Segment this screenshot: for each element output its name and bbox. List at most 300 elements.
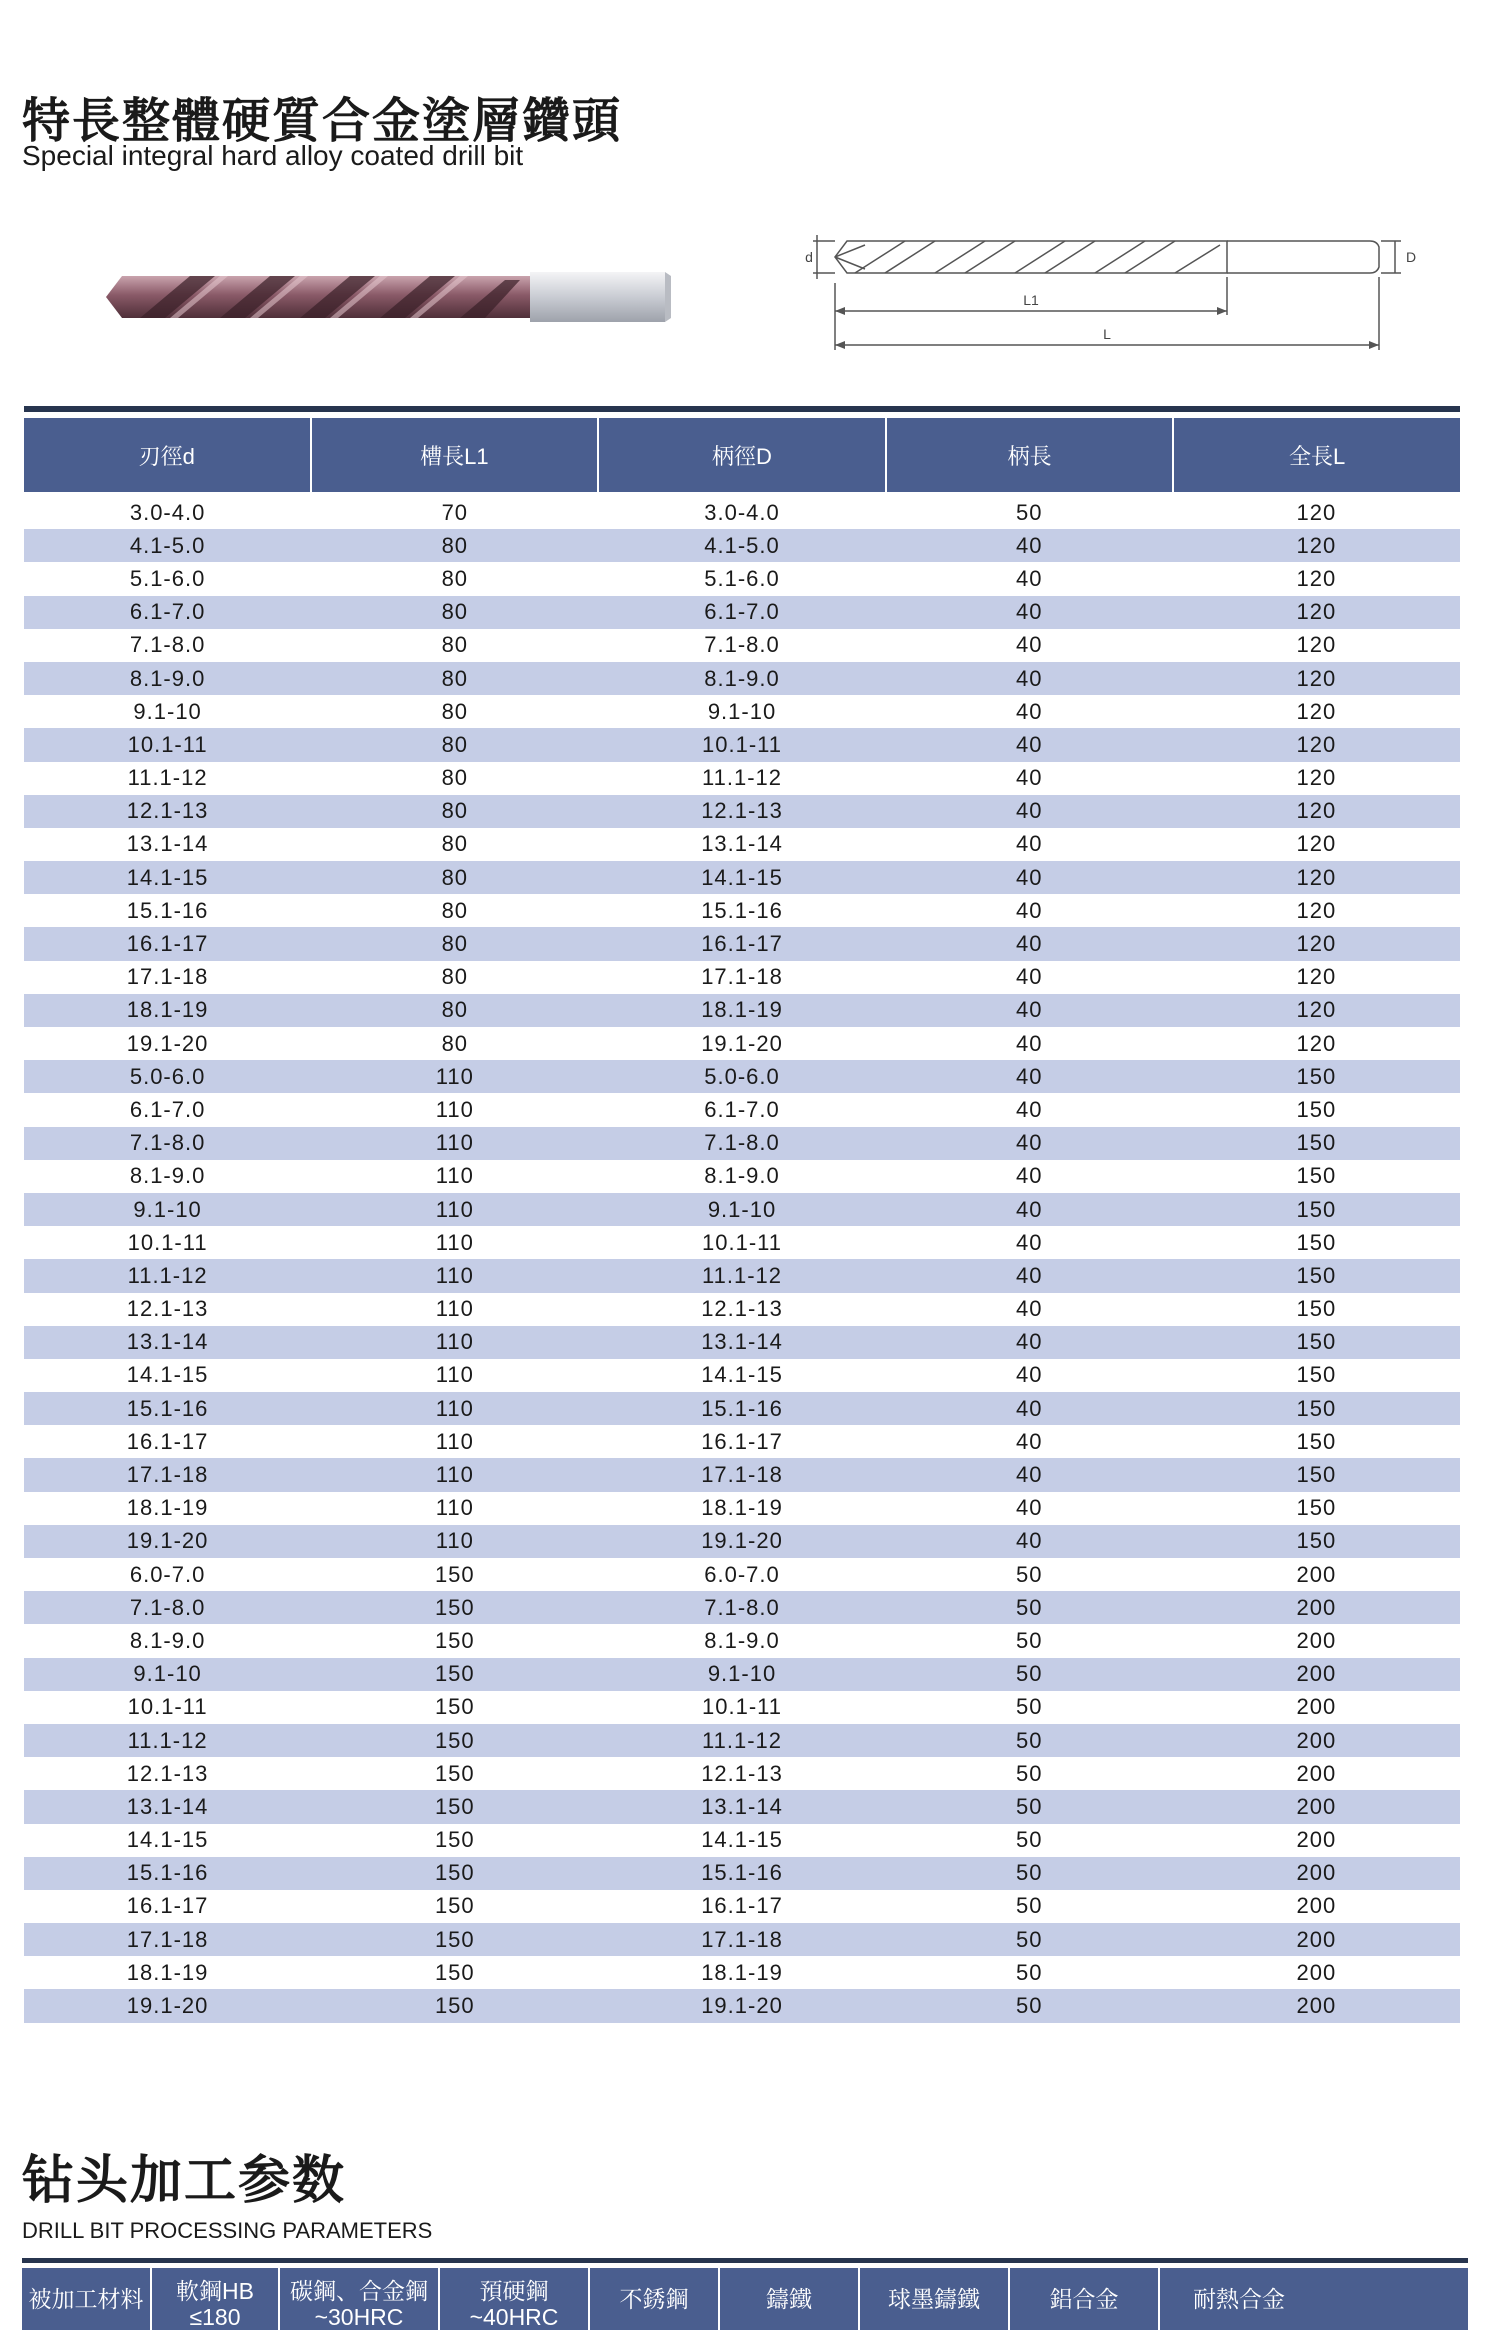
table-row [24,994,1460,1027]
table-cell: 120 [1296,765,1337,791]
table-cell: 200 [1296,1694,1337,1720]
table-cell: 13.1-14 [126,831,209,857]
table-row [24,1060,1460,1093]
table-cell: 150 [1296,1428,1337,1454]
table-row [24,629,1460,662]
table-row [24,1492,1460,1525]
table-cell: 40 [1015,831,1043,857]
table-cell: 120 [1296,964,1337,990]
table-cell: 5.1-6.0 [129,565,206,591]
table-cell: 8.1-9.0 [129,665,206,691]
table-cell: 7.1-8.0 [129,632,206,658]
table-cell: 50 [1015,1827,1043,1853]
table-row [24,1458,1460,1491]
column-header: 刃徑d [24,418,312,492]
drill-dimension-diagram [795,225,1415,355]
table-cell: 13.1-14 [701,1329,783,1355]
table-row [24,795,1460,828]
table-cell: 5.1-6.0 [704,565,780,591]
table-cell: 6.1-7.0 [704,599,780,625]
table-cell: 40 [1015,731,1043,757]
params-header-line: ~40HRC [469,2304,559,2330]
params-column-header [1010,2268,1160,2330]
params-column-header [152,2268,280,2330]
table-cell: 80 [441,798,469,824]
params-header-line: ≤180 [189,2304,241,2330]
table-row [24,1624,1460,1657]
table-cell: 9.1-10 [707,1196,777,1222]
table-cell: 40 [1015,1395,1043,1421]
table-cell: 150 [434,1827,475,1853]
table-cell: 40 [1015,897,1043,923]
table-cell: 50 [1015,1594,1043,1620]
table-cell: 40 [1015,565,1043,591]
params-column-header [440,2268,590,2330]
table-cell: 110 [435,1229,474,1255]
table-cell: 50 [1015,1661,1043,1687]
table-cell: 3.0-4.0 [129,499,206,525]
table-row [24,1989,1460,2022]
params-header-line: 預硬鋼 [479,2278,549,2304]
table-cell: 150 [434,1993,475,2019]
table-cell: 120 [1296,831,1337,857]
table-cell: 10.1-11 [127,731,208,757]
table-header [24,418,1460,492]
table-row [24,927,1460,960]
params-header-line: 軟鋼HB [176,2278,254,2304]
table-cell: 11.1-12 [702,1727,782,1753]
table-cell: 17.1-18 [126,1462,209,1488]
table-cell: 110 [435,1063,474,1089]
table-cell: 5.0-6.0 [129,1063,206,1089]
table-cell: 13.1-14 [701,1793,783,1819]
table-cell: 120 [1296,632,1337,658]
table-cell: 150 [434,1627,475,1653]
table-cell: 40 [1015,1362,1043,1388]
page-title: 特長整體硬質合金塗層鑽頭 [22,95,623,148]
table-cell: 200 [1296,1893,1337,1919]
table-cell: 120 [1296,599,1337,625]
table-cell: 120 [1296,997,1337,1023]
table-cell: 110 [435,1096,474,1122]
table-cell: 120 [1296,864,1337,890]
table-row [24,1326,1460,1359]
table-cell: 17.1-18 [126,1926,209,1952]
table-cell: 80 [441,831,469,857]
table-row [24,1658,1460,1691]
table-cell: 14.1-15 [701,1827,783,1853]
table-row [24,1027,1460,1060]
table-cell: 150 [434,1926,475,1952]
table-cell: 200 [1296,1760,1337,1786]
table-cell: 200 [1296,1926,1337,1952]
table-cell: 150 [1296,1196,1337,1222]
table-row [24,1259,1460,1292]
table-cell: 110 [435,1462,474,1488]
table-cell: 40 [1015,1229,1043,1255]
table-cell: 150 [434,1561,475,1587]
table-cell: 18.1-19 [701,997,783,1023]
table-row [24,1525,1460,1558]
table-cell: 40 [1015,1262,1043,1288]
table-row [24,1956,1460,1989]
table-cell: 150 [434,1727,475,1753]
table-cell: 120 [1296,897,1337,923]
table-cell: 14.1-15 [126,864,209,890]
table-cell: 120 [1296,931,1337,957]
table-cell: 12.1-13 [701,798,783,824]
params-header-line: 鑄鐵 [766,2286,812,2312]
table-cell: 6.1-7.0 [129,1096,206,1122]
table-row [24,728,1460,761]
table-cell: 50 [1015,1959,1043,1985]
table-cell: 18.1-19 [126,997,209,1023]
table-cell: 80 [441,599,469,625]
table-cell: 17.1-18 [126,964,209,990]
table-row [24,1392,1460,1425]
table-cell: 120 [1296,698,1337,724]
table-cell: 50 [1015,1561,1043,1587]
table-cell: 14.1-15 [126,1827,209,1853]
table-row [24,1591,1460,1624]
table-cell: 110 [435,1130,474,1156]
params-header-line: 不銹鋼 [619,2286,689,2312]
table-row [24,1923,1460,1956]
table-cell: 80 [441,1030,469,1056]
table-cell: 120 [1296,565,1337,591]
table-cell: 40 [1015,765,1043,791]
table-cell: 80 [441,565,469,591]
table-cell: 80 [441,698,469,724]
table-cell: 18.1-19 [126,1495,209,1521]
params-header-line: 球墨鑄鐵 [888,2286,980,2312]
table-cell: 12.1-13 [701,1760,783,1786]
table-cell: 80 [441,997,469,1023]
table-row [24,1890,1460,1923]
table-cell: 50 [1015,1793,1043,1819]
table-cell: 40 [1015,798,1043,824]
params-column-header [22,2268,152,2330]
table-cell: 13.1-14 [126,1329,209,1355]
table-cell: 14.1-15 [701,864,783,890]
table-cell: 16.1-17 [126,931,209,957]
table-cell: 40 [1015,1030,1043,1056]
table-row [24,861,1460,894]
table-cell: 40 [1015,1495,1043,1521]
table-cell: 120 [1296,731,1337,757]
table-row [24,562,1460,595]
table-cell: 200 [1296,1993,1337,2019]
table-cell: 15.1-16 [701,1395,783,1421]
table-cell: 18.1-19 [701,1495,783,1521]
table-cell: 6.1-7.0 [129,599,206,625]
params-header-line: 碳鋼、合金鋼 [290,2278,428,2304]
table-cell: 150 [434,1594,475,1620]
table-cell: 9.1-10 [707,698,777,724]
table-cell: 200 [1296,1727,1337,1753]
table-cell: 17.1-18 [701,1462,783,1488]
table-cell: 150 [434,1959,475,1985]
table-cell: 7.1-8.0 [704,1130,780,1156]
table-cell: 150 [1296,1495,1337,1521]
table-cell: 11.1-12 [127,1262,208,1288]
table-row [24,496,1460,529]
table-row [24,1724,1460,1757]
table-cell: 110 [435,1262,474,1288]
table-cell: 16.1-17 [701,1893,783,1919]
table-cell: 80 [441,897,469,923]
table-cell: 15.1-16 [701,897,783,923]
table-cell: 150 [1296,1362,1337,1388]
table-cell: 200 [1296,1594,1337,1620]
table-row [24,1757,1460,1790]
table-row [24,1790,1460,1823]
table-cell: 13.1-14 [701,831,783,857]
table-cell: 10.1-11 [702,731,782,757]
table-cell: 50 [1015,1694,1043,1720]
table-cell: 150 [1296,1329,1337,1355]
table-cell: 18.1-19 [126,1959,209,1985]
table-cell: 8.1-9.0 [129,1627,206,1653]
table-cell: 19.1-20 [701,1030,783,1056]
table-cell: 150 [434,1893,475,1919]
table-cell: 40 [1015,1130,1043,1156]
column-header: 全長L [1289,443,1346,469]
table-cell: 11.1-12 [702,1262,782,1288]
table-cell: 150 [1296,1528,1337,1554]
table-cell: 14.1-15 [701,1362,783,1388]
table-cell: 7.1-8.0 [129,1594,206,1620]
table-cell: 12.1-13 [126,1760,209,1786]
table-row [24,1160,1460,1193]
table-cell: 6.0-7.0 [704,1561,780,1587]
params-column-header [720,2268,860,2330]
diagram-label-d: d [805,249,813,265]
table-row [24,1193,1460,1226]
table-cell: 11.1-12 [127,1727,208,1753]
table-row [24,961,1460,994]
table-cell: 50 [1015,1760,1043,1786]
table-top-rule [24,406,1460,412]
table-cell: 40 [1015,1096,1043,1122]
table-row [24,1359,1460,1392]
table-cell: 120 [1296,1030,1337,1056]
table-row [24,1293,1460,1326]
table-cell: 150 [434,1760,475,1786]
params-header-line: 鋁合金 [1049,2286,1119,2312]
table-cell: 110 [435,1196,474,1222]
table-cell: 16.1-17 [126,1893,209,1919]
table-cell: 40 [1015,599,1043,625]
table-cell: 40 [1015,1528,1043,1554]
table-cell: 40 [1015,931,1043,957]
table-cell: 15.1-16 [701,1860,783,1886]
table-cell: 6.0-7.0 [129,1561,206,1587]
table-cell: 110 [435,1296,474,1322]
table-cell: 200 [1296,1561,1337,1587]
column-header: 柄徑D [599,418,887,492]
table-cell: 70 [441,499,469,525]
table-cell: 110 [435,1528,474,1554]
table-cell: 110 [435,1163,474,1189]
table-cell: 9.1-10 [133,1661,202,1687]
table-cell: 150 [1296,1063,1337,1089]
table-cell: 50 [1015,1893,1043,1919]
table-cell: 40 [1015,1329,1043,1355]
table-row [24,1691,1460,1724]
table-cell: 10.1-11 [127,1229,208,1255]
params-header-line: ~30HRC [314,2304,404,2330]
table-cell: 80 [441,532,469,558]
diagram-label-L1: L1 [1023,292,1039,308]
table-cell: 80 [441,665,469,691]
table-cell: 19.1-20 [701,1528,783,1554]
params-top-rule [22,2258,1468,2263]
table-cell: 150 [1296,1130,1337,1156]
table-cell: 110 [435,1428,474,1454]
table-cell: 8.1-9.0 [704,1627,780,1653]
table-row [24,662,1460,695]
table-cell: 150 [1296,1462,1337,1488]
column-header: 槽長L1 [312,418,600,492]
table-cell: 12.1-13 [126,798,209,824]
table-cell: 80 [441,731,469,757]
table-cell: 5.0-6.0 [704,1063,780,1089]
table-cell: 19.1-20 [126,1528,209,1554]
table-cell: 9.1-10 [133,698,202,724]
table-cell: 150 [434,1860,475,1886]
table-cell: 15.1-16 [126,1395,209,1421]
table-cell: 40 [1015,1462,1043,1488]
table-cell: 40 [1015,1163,1043,1189]
table-cell: 10.1-11 [702,1694,782,1720]
table-cell: 8.1-9.0 [704,665,780,691]
table-row [24,1093,1460,1126]
table-row [24,1857,1460,1890]
table-cell: 80 [441,765,469,791]
table-row [24,762,1460,795]
table-cell: 50 [1015,1627,1043,1653]
table-cell: 150 [1296,1395,1337,1421]
table-cell: 150 [434,1694,475,1720]
params-column-header [280,2268,440,2330]
table-cell: 50 [1015,1727,1043,1753]
table-cell: 40 [1015,1296,1043,1322]
table-cell: 110 [435,1329,474,1355]
table-cell: 200 [1296,1827,1337,1853]
table-cell: 9.1-10 [707,1661,777,1687]
table-cell: 150 [1296,1296,1337,1322]
params-subtitle: DRILL BIT PROCESSING PARAMETERS [22,2218,433,2243]
table-cell: 40 [1015,532,1043,558]
table-cell: 15.1-16 [126,897,209,923]
table-cell: 40 [1015,632,1043,658]
table-cell: 15.1-16 [126,1860,209,1886]
column-header: 柄長 [887,418,1175,492]
table-cell: 80 [441,964,469,990]
table-cell: 12.1-13 [701,1296,783,1322]
table-cell: 7.1-8.0 [129,1130,206,1156]
table-cell: 150 [434,1661,475,1687]
table-cell: 40 [1015,1063,1043,1089]
table-cell: 7.1-8.0 [704,632,780,658]
table-cell: 14.1-15 [126,1362,209,1388]
table-cell: 10.1-11 [127,1694,208,1720]
table-cell: 120 [1296,798,1337,824]
params-header [22,2268,1468,2330]
table-cell: 40 [1015,1428,1043,1454]
params-column-header [590,2268,720,2330]
table-cell: 19.1-20 [126,1030,209,1056]
table-cell: 40 [1015,997,1043,1023]
diagram-label-D: D [1405,249,1417,265]
table-cell: 110 [435,1362,474,1388]
table-cell: 200 [1296,1959,1337,1985]
table-cell: 150 [1296,1096,1337,1122]
table-row [24,695,1460,728]
table-cell: 7.1-8.0 [704,1594,780,1620]
table-row [24,1425,1460,1458]
params-column-header [860,2268,1010,2330]
table-row [24,828,1460,861]
table-cell: 200 [1296,1627,1337,1653]
table-cell: 150 [434,1793,475,1819]
table-cell: 40 [1015,665,1043,691]
table-cell: 150 [1296,1262,1337,1288]
table-cell: 110 [435,1495,474,1521]
diagram-label-L: L [1103,326,1111,342]
table-row [24,1226,1460,1259]
table-cell: 17.1-18 [701,964,783,990]
table-cell: 13.1-14 [126,1793,209,1819]
table-cell: 4.1-5.0 [704,532,780,558]
spec-table [24,406,1460,2023]
params-header-line: 被加工材料 [28,2286,144,2312]
table-cell: 80 [441,632,469,658]
params-title: 钻头加工参数 [22,2152,347,2210]
table-cell: 9.1-10 [133,1196,202,1222]
table-cell: 40 [1015,698,1043,724]
table-cell: 6.1-7.0 [704,1096,780,1122]
params-column-header [1160,2268,1318,2330]
table-cell: 16.1-17 [701,931,783,957]
params-header-line: 耐熱合金 [1193,2286,1285,2312]
table-cell: 11.1-12 [702,765,782,791]
table-cell: 4.1-5.0 [129,532,206,558]
table-cell: 40 [1015,964,1043,990]
table-cell: 11.1-12 [127,765,208,791]
table-cell: 8.1-9.0 [704,1163,780,1189]
table-cell: 18.1-19 [701,1959,783,1985]
table-cell: 17.1-18 [701,1926,783,1952]
table-cell: 8.1-9.0 [129,1163,206,1189]
table-cell: 150 [1296,1163,1337,1189]
table-row [24,894,1460,927]
table-cell: 120 [1296,532,1337,558]
table-cell: 19.1-20 [701,1993,783,2019]
table-cell: 16.1-17 [126,1428,209,1454]
table-cell: 50 [1015,1860,1043,1886]
table-cell: 200 [1296,1661,1337,1687]
table-body [24,496,1460,2023]
table-row [24,1824,1460,1857]
table-cell: 3.0-4.0 [704,499,780,525]
table-cell: 40 [1015,1196,1043,1222]
table-row [24,529,1460,562]
table-cell: 16.1-17 [701,1428,783,1454]
table-cell: 80 [441,864,469,890]
table-cell: 10.1-11 [702,1229,782,1255]
